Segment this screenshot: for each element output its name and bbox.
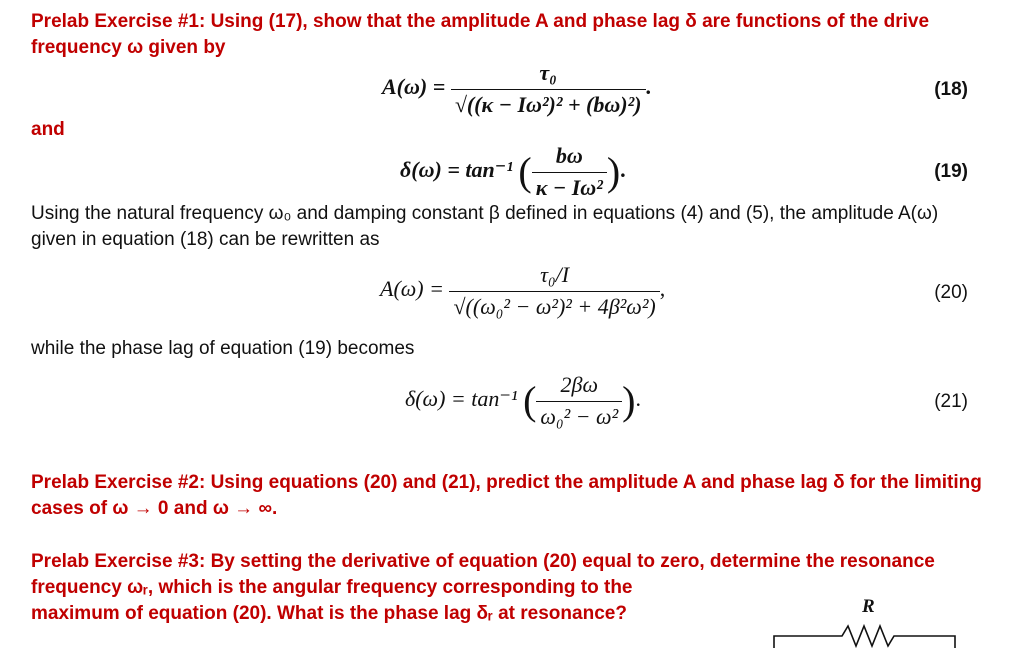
eq21-lhs: δ(ω) = tan⁻¹ <box>405 386 518 412</box>
equation-18: A(ω) = $\frac{\text{τ₀}}{\text{√((κ − Iω²)² + (bω)²)}}$ . <box>382 60 652 117</box>
while-text: while the phase lag of equation (19) becomes <box>31 338 415 359</box>
equation-19-number: (19) <box>934 161 968 182</box>
eq19-right-paren: ) <box>606 149 621 194</box>
eq19-lhs: δ(ω) = tan⁻¹ <box>400 157 513 183</box>
prelab-1-line-2: frequency ω given by <box>31 37 226 58</box>
natural-frequency-paragraph <box>31 201 938 253</box>
eq21-denominator: ω₀² − ω² <box>536 401 622 430</box>
prelab-exercise-1 <box>31 9 929 61</box>
eq19-denominator: κ − Iω² <box>532 172 607 201</box>
eq21-fraction <box>536 372 622 430</box>
resistor-label: R <box>862 596 875 617</box>
equation-21-number: (21) <box>934 391 968 412</box>
prelab-3-line-2: frequency ωᵣ, which is the angular frequency corresponding to the <box>31 577 633 598</box>
eq19-left-paren: ( <box>518 149 532 194</box>
prelab-3-line-1: Prelab Exercise #3: By setting the derivative of equation (20) equal to zero, determine the resonance <box>31 551 935 572</box>
prelab-2-line-1: Prelab Exercise #2: Using equations (20) and (21), predict the amplitude A and phase lag δ for the limiting <box>31 472 982 493</box>
and-text: and <box>31 119 65 140</box>
equation-18-number: (18) <box>934 79 968 100</box>
prelab-2-line-2: cases of ω → 0 and ω → ∞. <box>31 498 278 519</box>
prelab-1-line-1: Prelab Exercise #1: Using (17), show that the amplitude A and phase lag δ are functions of the drive <box>31 11 930 32</box>
eq20-fraction <box>449 262 659 320</box>
prelab-3-line-3: maximum of equation (20). What is the phase lag δᵣ at resonance? <box>31 603 627 624</box>
natural-line-1: Using the natural frequency ω₀ and damping constant β defined in equations (4) and (5), the amplitude A(ω) <box>31 203 939 224</box>
natural-line-2: given in equation (18) can be rewritten as <box>31 229 380 250</box>
eq20-numerator: τ₀/I <box>540 262 570 287</box>
eq19-fraction <box>532 143 607 201</box>
circuit-diagram <box>770 592 960 648</box>
prelab-exercise-2 <box>31 470 1015 522</box>
eq18-denominator: √((κ − Iω²)² + (bω)²) <box>451 89 646 118</box>
eq18-lhs: A(ω) = <box>382 74 446 100</box>
equation-20: A(ω) = $\frac{\text{τ₀/I}}{\text{√((ω₀² − ω²)² + 4β²ω²)}}$ , <box>380 262 666 319</box>
eq20-denominator: √((ω₀² − ω²)² + 4β²ω²) <box>449 291 659 320</box>
resistor-wire <box>774 626 955 648</box>
eq18-fraction <box>451 60 646 118</box>
eq21-right-paren: ) <box>622 378 636 423</box>
equation-19: δ(ω) = tan⁻¹ ( $\frac{b\omega}{\text{κ − Iω²}}$ ). <box>400 143 626 200</box>
eq18-numerator: τ₀ <box>539 60 557 85</box>
eq21-numerator: 2βω <box>560 372 599 397</box>
eq19-numerator: bω <box>555 143 583 168</box>
equation-20-number: (20) <box>934 282 968 303</box>
eq20-lhs: A(ω) = <box>380 276 444 302</box>
equation-21: δ(ω) = tan⁻¹ ( $\frac{2\beta\omega}{\text{ω₀² − ω²}}$ ). <box>405 372 641 429</box>
eq21-left-paren: ( <box>523 378 537 423</box>
